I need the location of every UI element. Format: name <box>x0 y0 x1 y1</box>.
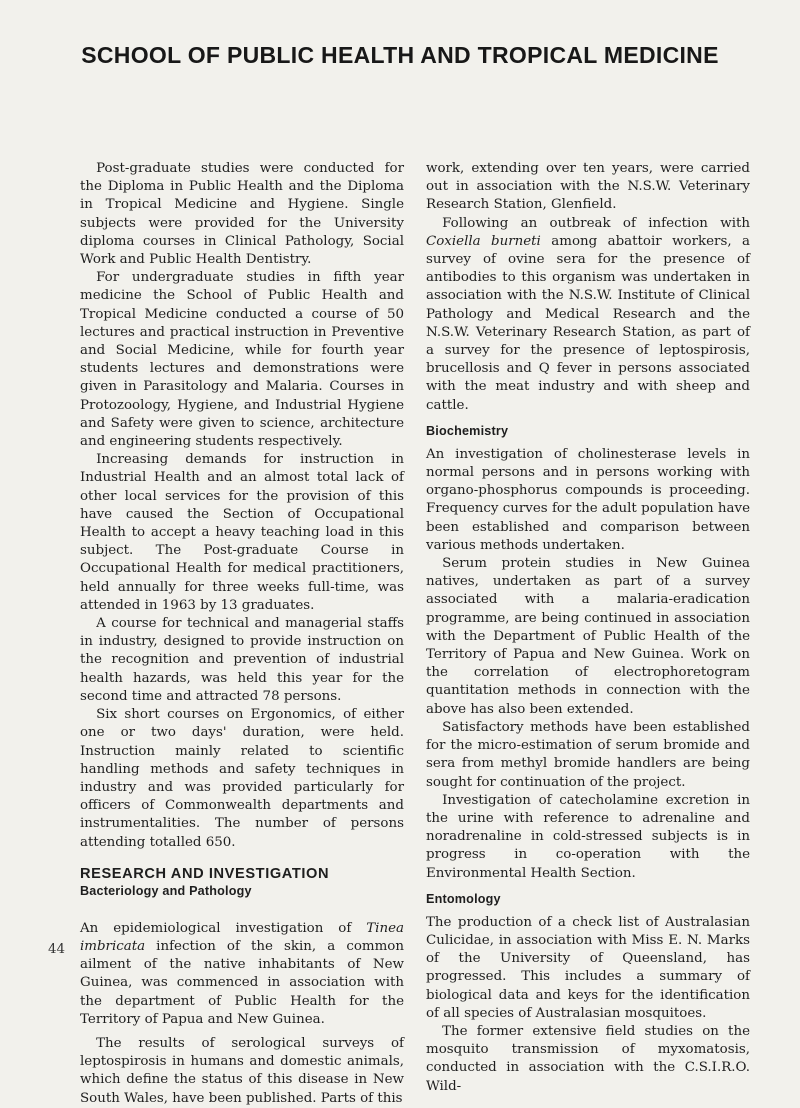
paragraph-culicidae: The production of a check list of Australasian Culicidae, in association with Miss E. N. Marks of the University of Queensland, has progressed. This includes a summary of biological data and keys for the identification of all species of Australasian mosquitoes. <box>426 914 750 1021</box>
paragraph-continuation: work, extending over ten years, were carried out in association with the N.S.W. Veterinary Research Station, Glenfield. <box>426 161 750 213</box>
tinea-italic-term: Tinea imbricata <box>80 920 404 954</box>
paragraph-technical-course: A course for technical and managerial staffs in industry, designed to provide instruction on the recognition and prevention of industrial health hazards, was held this year for the second time and attracted 78 persons. <box>80 616 404 704</box>
coxiella-italic-term: Coxiella burneti <box>426 233 541 249</box>
paragraph-undergraduate: For undergraduate studies in fifth year medicine the School of Public Health and Tropical Medicine conducted a course of 50 lectures and practical instruction in Preventive and Social Medicine, while for fourth year students lectures and demonstrations were given in Parasitology and Malaria. Courses in Protozoology, Hygiene, and Industrial Hygiene and Safety were given to science, architecture and engineering students respectively. <box>80 270 404 450</box>
subheading-biochemistry: Biochemistry <box>426 423 509 438</box>
coxiella-text-after: among abattoir workers, a survey of ovine sera for the presence of antibodies to this organism was undertaken in association with the N.S.W. Institute of Clinical Pathology and Medical Research and the N.S.W. Veterinary Research Station, as part of a survey for the presence of leptospirosis, brucellosis and Q fever in persons associated with the meat industry and with sheep and cattle. <box>426 233 750 413</box>
paragraph-myxomatosis: The former extensive field studies on the mosquito transmission of myxomatosis, conducted in association with the C.S.I.R.O. Wild- <box>426 1023 750 1094</box>
paragraph-postgraduate: Post-graduate studies were conducted for the Diploma in Public Health and the Diploma in Tropical Medicine and Hygiene. Single subjects were provided for the University diploma courses in Clinical Pathology, Social Work and Public Health Dentistry. <box>80 161 404 268</box>
paragraph-ergonomics: Six short courses on Ergonomics, of either one or two days' duration, were held. Instruction mainly related to scientific handling methods and safety techniques in industry and was provided particularly for officers of Commonwealth departments and instrumentalities. The number of persons attending totalled 650. <box>80 707 404 850</box>
tinea-text-before: An epidemiological investigation of <box>80 920 367 936</box>
coxiella-text-before: Following an outbreak of infection with <box>442 215 750 231</box>
page-number: 44 <box>48 942 66 957</box>
paragraph-leptospirosis: The results of serological surveys of leptospirosis in humans and domestic animals, which define the status of this disease in New South Wales, have been published. Parts of this <box>80 1035 404 1106</box>
page-header-title: SCHOOL OF PUBLIC HEALTH AND TROPICAL MEDICINE <box>81 42 719 68</box>
paragraph-industrial-health: Increasing demands for instruction in Industrial Health and an almost total lack of other local services for the provision of this have caused the Section of Occupational Health to accept a heavy teaching load in this subject. The Post-graduate Course in Occupational Health for medical practitioners, held annually for three weeks full-time, was attended in 1963 by 13 graduates. <box>80 452 404 613</box>
tinea-text-after: infection of the skin, a common ailment of the native inhabitants of New Guinea, was commenced in association with the department of Public Health for the Territory of Papua and New Guinea. <box>80 938 404 1027</box>
paragraph-cholinesterase: An investigation of cholinesterase levels in normal persons and in persons working with organo-phosphorus compounds is proceeding. Frequency curves for the adult population have been established and comparison between various methods undertaken. <box>426 446 750 553</box>
left-column <box>80 160 404 1108</box>
paragraph-catecholamine: Investigation of catecholamine excretion in the urine with reference to adrenaline and noradrenaline in cold-stressed subjects is in progress in co-operation with the Environmental Health Section. <box>426 792 750 881</box>
subheading-bacteriology: Bacteriology and Pathology <box>80 883 252 898</box>
paragraph-bromide: Satisfactory methods have been established for the micro-estimation of serum bromide and sera from methyl bromide handlers are being sought for continuation of the project. <box>426 719 750 790</box>
section-heading-research: RESEARCH AND INVESTIGATION <box>80 865 330 882</box>
paragraph-serum-protein: Serum protein studies in New Guinea natives, undertaken as part of a survey associated with a malaria-eradication programme, are being continued in association with the Department of Public Health of the Territory of Papua and New Guinea. Work on the correlation of electrophoretogram quantitation methods in connection with the above has also been extended. <box>426 556 750 717</box>
subheading-entomology: Entomology <box>426 891 501 906</box>
paragraph-tinea <box>80 920 404 1029</box>
right-column <box>426 160 750 1096</box>
paragraph-coxiella <box>426 215 750 415</box>
